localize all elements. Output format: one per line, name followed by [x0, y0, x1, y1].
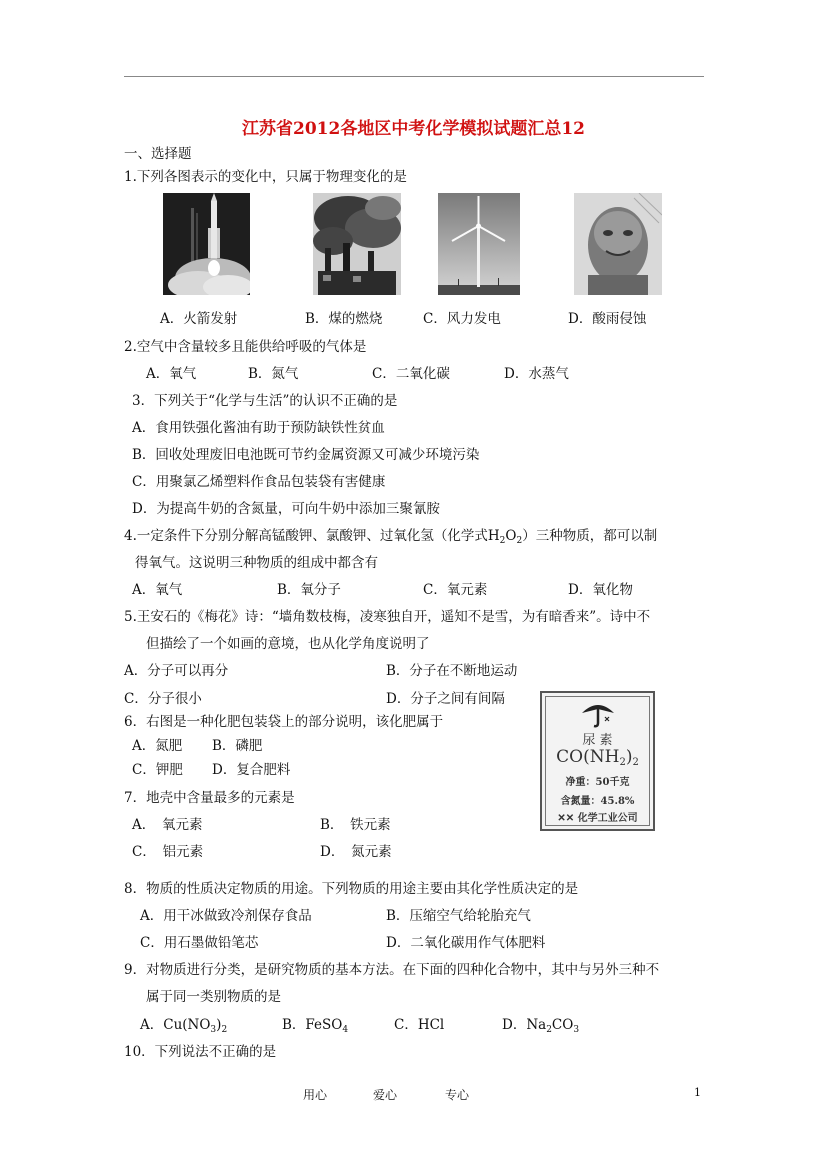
q2-option-d[interactable]: D．水蒸气	[504, 366, 569, 382]
umbrella-icon	[579, 699, 617, 729]
q4-stem-continued: 得氧气。这说明三种物质的组成中都含有	[135, 555, 378, 571]
q8-option-b[interactable]: B．压缩空气给轮胎充气	[386, 908, 531, 924]
q6-option-a[interactable]: A．氮肥	[132, 738, 183, 754]
q5-stem-continued: 但描绘了一个如画的意境，也从化学角度说明了	[146, 636, 430, 652]
wind-turbine-photo	[438, 193, 520, 295]
fertilizer-weight: 净重：50千克	[565, 777, 630, 788]
footer-word-3: 专心	[445, 1088, 470, 1102]
q6-stem: 6．右图是一种化肥包装袋上的部分说明，该化肥属于	[124, 714, 444, 730]
fertilizer-nitrogen: 含氮量：45.8%	[560, 796, 635, 807]
q8-option-a[interactable]: A．用干冰做致冷剂保存食品	[140, 908, 312, 924]
q6-option-c[interactable]: C．钾肥	[132, 762, 183, 778]
section-heading: 一、选择题	[124, 146, 192, 162]
q3-option-b[interactable]: B．回收处理废旧电池既可节约金属资源又可减少环境污染	[132, 447, 480, 463]
q5-stem: 5.王安石的《梅花》诗：“墙角数枝梅，凌寒独自开，遥知不是雪，为有暗香来”。诗中不	[124, 609, 651, 625]
q4-option-d[interactable]: D．氧化物	[568, 582, 633, 598]
q3-stem: 3．下列关于“化学与生活”的认识不正确的是	[132, 393, 398, 409]
q9-option-d[interactable]: D．$Na_2CO_3$	[502, 1017, 580, 1035]
q1-option-d[interactable]: D．酸雨侵蚀	[568, 311, 647, 327]
q9-stem: 9．对物质进行分类，是研究物质的基本方法。在下面的四种化合物中，其中与另外三种不	[124, 962, 660, 978]
q3-option-c[interactable]: C．用聚氯乙烯塑料作食品包装袋有害健康	[132, 474, 386, 490]
q2-option-b[interactable]: B．氮气	[248, 366, 299, 382]
q9-stem-continued: 属于同一类别物质的是	[146, 989, 281, 1005]
q7-option-b[interactable]: B． 铁元素	[320, 817, 391, 833]
q9-option-a[interactable]: A．$Cu(NO_3)_2$	[140, 1017, 228, 1035]
q8-option-c[interactable]: C．用石墨做铅笔芯	[140, 935, 259, 951]
footer-word-2: 爱心	[373, 1088, 398, 1102]
header-rule	[124, 76, 704, 77]
q7-option-c[interactable]: C． 铝元素	[132, 844, 204, 860]
q7-option-a[interactable]: A． 氧元素	[132, 817, 203, 833]
footer-word-1: 用心	[303, 1088, 328, 1102]
q1-stem: 1.下列各图表示的变化中，只属于物理变化的是	[124, 169, 407, 185]
q3-option-a[interactable]: A．食用铁强化酱油有助于预防缺铁性贫血	[132, 420, 385, 436]
q5-option-c[interactable]: C．分子很小	[124, 691, 202, 707]
q5-option-a[interactable]: A．分子可以再分	[124, 663, 229, 679]
page-number: 1	[694, 1086, 701, 1099]
q1-option-c[interactable]: C．风力发电	[423, 311, 501, 327]
q2-option-a[interactable]: A．氧气	[146, 366, 197, 382]
q4-option-a[interactable]: A．氧气	[132, 582, 183, 598]
q7-stem: 7．地壳中含量最多的元素是	[124, 790, 295, 806]
q9-option-b[interactable]: B．FeSO$_4$	[282, 1017, 349, 1035]
q2-stem: 2.空气中含量较多且能供给呼吸的气体是	[124, 339, 367, 355]
q4-stem: 4.一定条件下分别分解高锰酸钾、氯酸钾、过氧化氢（化学式$H_2O_2$）三种物质，都可以制	[124, 528, 658, 546]
fertilizer-label	[540, 691, 655, 831]
q8-stem: 8．物质的性质决定物质的用途。下列物质的用途主要由其化学性质决定的是	[124, 881, 579, 897]
fertilizer-name: 尿 素	[582, 733, 613, 748]
q4-option-c[interactable]: C．氧元素	[423, 582, 488, 598]
q4-option-b[interactable]: B．氧分子	[277, 582, 341, 598]
q5-option-b[interactable]: B．分子在不断地运动	[386, 663, 518, 679]
q6-option-b[interactable]: B．磷肥	[212, 738, 263, 754]
rocket-launch-photo	[163, 193, 250, 295]
q5-option-d[interactable]: D．分子之间有间隔	[386, 691, 505, 707]
eroded-statue-photo	[574, 193, 662, 295]
fertilizer-company: ✕✕ 化学工业公司	[557, 813, 638, 824]
q6-option-d[interactable]: D．复合肥料	[212, 762, 291, 778]
q3-option-d[interactable]: D．为提高牛奶的含氮量，可向牛奶中添加三聚氰胺	[132, 501, 440, 517]
q7-option-d[interactable]: D． 氮元素	[320, 844, 392, 860]
q1-option-a[interactable]: A．火箭发射	[160, 311, 238, 327]
q2-option-c[interactable]: C．二氧化碳	[372, 366, 450, 382]
factory-smoke-photo	[313, 193, 401, 295]
q10-stem: 10．下列说法不正确的是	[124, 1044, 277, 1060]
fertilizer-formula: CO(NH2)2	[556, 747, 639, 768]
q1-option-b[interactable]: B．煤的燃烧	[305, 311, 383, 327]
q9-option-c[interactable]: C．HCl	[394, 1017, 445, 1033]
q8-option-d[interactable]: D．二氧化碳用作气体肥料	[386, 935, 546, 951]
document-title: 江苏省2012各地区中考化学模拟试题汇总12	[242, 119, 585, 139]
